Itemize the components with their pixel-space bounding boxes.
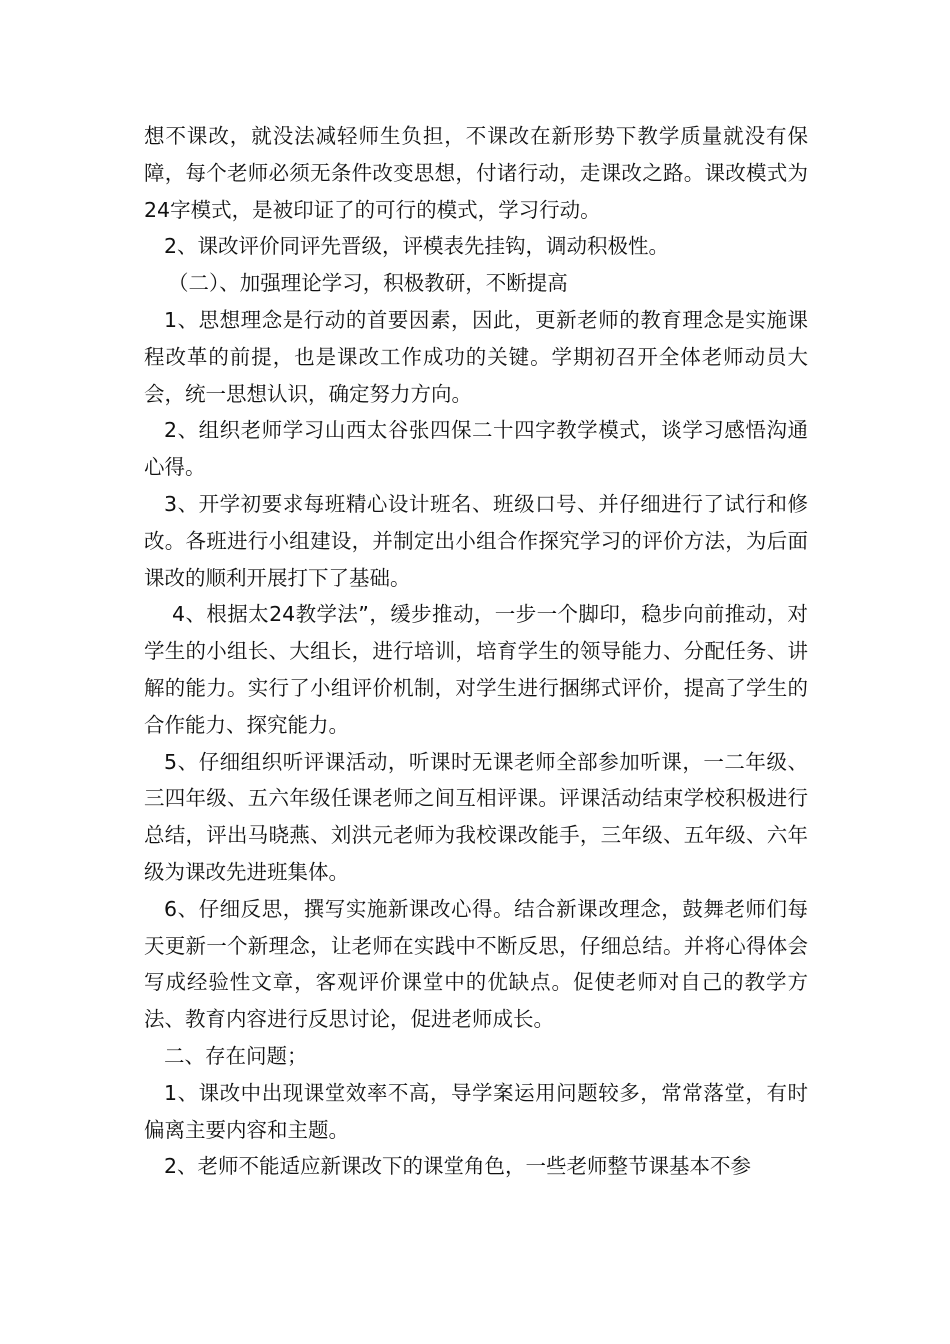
paragraph: 4、根据太24教学法”，缓步推动，一步一个脚印，稳步向前推动，对学生的小组长、大组长，进行培训，培育学生的领导能力、分配任务、讲解的能力。实行了小组评价机制，对学生进行捆绑式评价，提高了学生的合作能力、探究能力。	[144, 602, 808, 737]
section-heading: （二）、加强理论学习，积极教研，不断提高	[168, 271, 568, 296]
paragraph: 1、思想理念是行动的首要因素，因此，更新老师的教育理念是实施课程改革的前提，也是课改工作成功的关键。学期初召开全体老师动员大会，统一思想认识，确定努力方向。	[144, 307, 808, 406]
paragraph: 6、仔细反思，撰写实施新课改心得。结合新课改理念，鼓舞老师们每天更新一个新理念，让老师在实践中不断反思，仔细总结。并将心得体会写成经验性文章，客观评价课堂中的优缺点。促使老师对自己的教学方法、教育内容进行反思讨论，促进老师成长。	[144, 896, 808, 1032]
paragraph: 2、课改评价同评先晋级，评模表先挂钩，调动积极性。	[164, 234, 670, 259]
document-body	[144, 118, 808, 1185]
paragraph: 5、仔细组织听评课活动，听课时无课老师全部参加听课，一二年级、三四年级、五六年级任课老师之间互相评课。评课活动结束学校积极进行总结，评出马晓燕、刘洪元老师为我校课改能手，三年级、五年级、六年级为课改先进班集体。	[144, 749, 808, 884]
paragraph: 1、课改中出现课堂效率不高，导学案运用问题较多，常常落堂，有时偏离主要内容和主题。	[144, 1080, 808, 1142]
paragraph: 2、老师不能适应新课改下的课堂角色，一些老师整节课基本不参	[164, 1154, 752, 1179]
paragraph: 3、开学初要求每班精心设计班名、班级口号、并仔细进行了试行和修改。各班进行小组建设，并制定出小组合作探究学习的评价方法，为后面课改的顺利开展打下了基础。	[144, 491, 808, 590]
paragraph: 想不课改，就没法减轻师生负担，不课改在新形势下教学质量就没有保障，每个老师必须无条件改变思想，付诸行动，走课改之路。课改模式为24字模式，是被印证了的可行的模式，学习行动。	[144, 124, 808, 222]
section-heading: 二、存在问题；	[164, 1043, 308, 1068]
paragraph: 2、组织老师学习山西太谷张四保二十四字教学模式，谈学习感悟沟通心得。	[144, 418, 808, 480]
